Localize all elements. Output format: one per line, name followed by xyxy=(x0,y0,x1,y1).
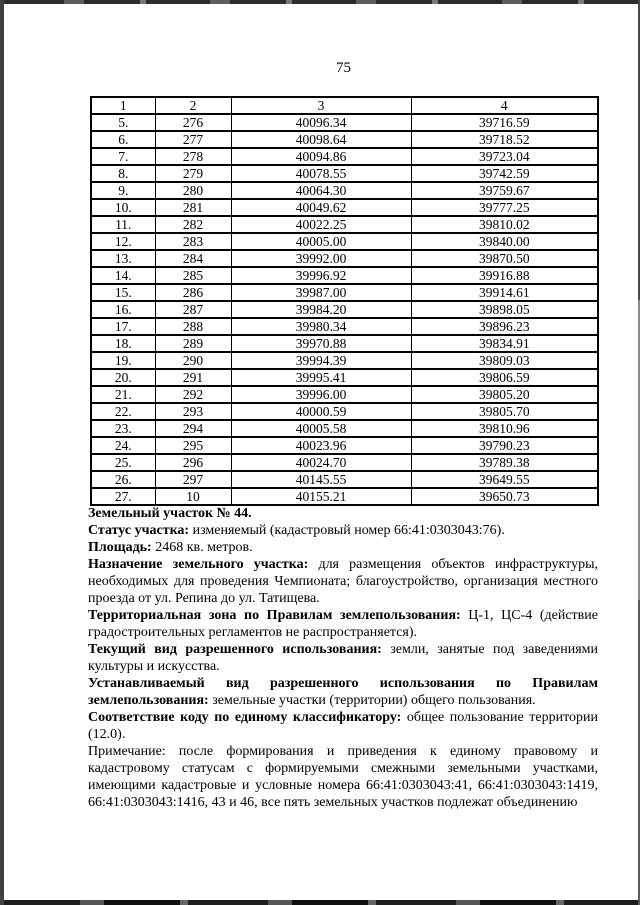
table-cell: 39834.91 xyxy=(411,335,598,352)
paragraph xyxy=(88,539,598,556)
table-cell: 19. xyxy=(91,352,155,369)
table-row xyxy=(91,454,598,471)
table-cell: 39777.25 xyxy=(411,199,598,216)
table-cell: 295 xyxy=(155,437,231,454)
table-cell: 39805.20 xyxy=(411,386,598,403)
table-cell: 39914.61 xyxy=(411,284,598,301)
table-cell: 39987.00 xyxy=(231,284,411,301)
table-cell: 40094.86 xyxy=(231,148,411,165)
table-cell: 287 xyxy=(155,301,231,318)
table-cell: 39723.04 xyxy=(411,148,598,165)
table-cell: 12. xyxy=(91,233,155,250)
table-cell: 13. xyxy=(91,250,155,267)
table-cell: 20. xyxy=(91,369,155,386)
table-header-cell: 3 xyxy=(231,97,411,114)
table-cell: 294 xyxy=(155,420,231,437)
table-cell: 10. xyxy=(91,199,155,216)
table-header-cell: 4 xyxy=(411,97,598,114)
table-cell: 39806.59 xyxy=(411,369,598,386)
table-cell: 292 xyxy=(155,386,231,403)
table-cell: 40098.64 xyxy=(231,131,411,148)
table-cell: 277 xyxy=(155,131,231,148)
table-cell: 39984.20 xyxy=(231,301,411,318)
paragraph-label: Соответствие коду по единому классификатору: xyxy=(88,710,402,725)
paragraph-text: для размещения объектов инфраструктуры, необходимых для проведения Чемпионата; благоустройство, организация местного проезда от ул. Репина до ул. Татищева. xyxy=(88,557,598,606)
table-cell: 40005.00 xyxy=(231,233,411,250)
table-row xyxy=(91,148,598,165)
table-cell: 40145.55 xyxy=(231,471,411,488)
table-cell: 285 xyxy=(155,267,231,284)
table-cell: 26. xyxy=(91,471,155,488)
table-header-cell: 1 xyxy=(91,97,155,114)
table-row xyxy=(91,131,598,148)
paragraph-text: земельные участки (территории) общего пользования. xyxy=(208,693,536,708)
table-cell: 39840.00 xyxy=(411,233,598,250)
table-cell: 278 xyxy=(155,148,231,165)
paragraph-text: Примечание: после формирования и приведения к единому правовому и кадастровому статусам с формируемыми смежными земельными участками, имеющими кадастровые и условные номера 66:41:0303043:41, 66:41:0303043:1419, 66:41:0303043:1416, 43 и 46, все пять земельных участков подлежат объединению xyxy=(88,744,598,810)
table-cell: 39789.38 xyxy=(411,454,598,471)
table-cell: 18. xyxy=(91,335,155,352)
table-cell: 8. xyxy=(91,165,155,182)
table-cell: 39809.03 xyxy=(411,352,598,369)
paragraph xyxy=(88,556,598,607)
paragraph xyxy=(88,522,598,539)
table-cell: 279 xyxy=(155,165,231,182)
table-cell: 25. xyxy=(91,454,155,471)
table-row xyxy=(91,352,598,369)
table-cell: 39970.88 xyxy=(231,335,411,352)
table-cell: 296 xyxy=(155,454,231,471)
table-cell: 5. xyxy=(91,114,155,131)
table-cell: 15. xyxy=(91,284,155,301)
table-cell: 39916.88 xyxy=(411,267,598,284)
table-cell: 11. xyxy=(91,216,155,233)
table-cell: 16. xyxy=(91,301,155,318)
table-cell: 282 xyxy=(155,216,231,233)
table-cell: 39718.52 xyxy=(411,131,598,148)
table-cell: 40024.70 xyxy=(231,454,411,471)
table-cell: 40078.55 xyxy=(231,165,411,182)
table-cell: 39650.73 xyxy=(411,488,598,505)
table-cell: 297 xyxy=(155,471,231,488)
table-cell: 10 xyxy=(155,488,231,505)
paragraph-text: земли, занятые под заведениями культуры и искусства. xyxy=(88,642,599,674)
table-row xyxy=(91,233,598,250)
table-row xyxy=(91,420,598,437)
paragraph-label: Назначение земельного участка: xyxy=(88,557,309,572)
table-cell: 280 xyxy=(155,182,231,199)
table-cell: 39790.23 xyxy=(411,437,598,454)
table-row xyxy=(91,199,598,216)
table-row xyxy=(91,471,598,488)
page-border-bottom xyxy=(0,900,640,905)
paragraph-label: Территориальная зона по Правилам землепользования: xyxy=(88,608,461,623)
table-cell: 39649.55 xyxy=(411,471,598,488)
coordinates-table-body xyxy=(91,114,598,505)
table-cell: 276 xyxy=(155,114,231,131)
table-cell: 39996.92 xyxy=(231,267,411,284)
paragraph xyxy=(88,709,598,743)
table-row xyxy=(91,250,598,267)
table-row xyxy=(91,437,598,454)
table-cell: 281 xyxy=(155,199,231,216)
table-cell: 17. xyxy=(91,318,155,335)
table-cell: 39716.59 xyxy=(411,114,598,131)
paragraph-text: изменяемый (кадастровый номер 66:41:0303043:76). xyxy=(189,523,505,538)
table-row xyxy=(91,301,598,318)
paragraph-label: Площадь: xyxy=(88,540,152,555)
table-cell: 23. xyxy=(91,420,155,437)
text-block xyxy=(88,505,598,811)
table-cell: 39898.05 xyxy=(411,301,598,318)
table-row xyxy=(91,216,598,233)
table-cell: 9. xyxy=(91,182,155,199)
table-row xyxy=(91,267,598,284)
table-header-row xyxy=(91,97,598,114)
table-cell: 290 xyxy=(155,352,231,369)
table-cell: 286 xyxy=(155,284,231,301)
table-cell: 39994.39 xyxy=(231,352,411,369)
table-row xyxy=(91,165,598,182)
table-cell: 283 xyxy=(155,233,231,250)
table-cell: 40049.62 xyxy=(231,199,411,216)
table-header-cell: 2 xyxy=(155,97,231,114)
table-row xyxy=(91,488,598,505)
table-row xyxy=(91,403,598,420)
coordinates-table-head xyxy=(91,97,598,114)
paragraph-label: Статус участка: xyxy=(88,523,190,538)
table-cell: 7. xyxy=(91,148,155,165)
table-cell: 24. xyxy=(91,437,155,454)
table-row xyxy=(91,335,598,352)
table-cell: 40096.34 xyxy=(231,114,411,131)
table-row xyxy=(91,369,598,386)
table-cell: 21. xyxy=(91,386,155,403)
page-number: 75 xyxy=(336,60,351,76)
table-cell: 27. xyxy=(91,488,155,505)
table-cell: 293 xyxy=(155,403,231,420)
page-border-left xyxy=(0,0,4,905)
table-cell: 39980.34 xyxy=(231,318,411,335)
table-row xyxy=(91,114,598,131)
paragraph xyxy=(88,675,598,709)
table-cell: 289 xyxy=(155,335,231,352)
table-cell: 40155.21 xyxy=(231,488,411,505)
table-cell: 39810.02 xyxy=(411,216,598,233)
table-cell: 39995.41 xyxy=(231,369,411,386)
table-cell: 39810.96 xyxy=(411,420,598,437)
paragraph xyxy=(88,743,598,811)
table-cell: 39759.67 xyxy=(411,182,598,199)
table-cell: 40023.96 xyxy=(231,437,411,454)
table-row xyxy=(91,284,598,301)
table-cell: 39742.59 xyxy=(411,165,598,182)
table-cell: 40022.25 xyxy=(231,216,411,233)
paragraph xyxy=(88,641,598,675)
table-cell: 40005.58 xyxy=(231,420,411,437)
table-cell: 39870.50 xyxy=(411,250,598,267)
table-row xyxy=(91,182,598,199)
table-cell: 22. xyxy=(91,403,155,420)
table-cell: 288 xyxy=(155,318,231,335)
table-cell: 39992.00 xyxy=(231,250,411,267)
paragraph xyxy=(88,607,598,641)
table-cell: 14. xyxy=(91,267,155,284)
table-row xyxy=(91,318,598,335)
table-cell: 6. xyxy=(91,131,155,148)
paragraph-text: 2468 кв. метров. xyxy=(151,540,253,555)
table-cell: 39896.23 xyxy=(411,318,598,335)
paragraph-label: Текущий вид разрешенного использования: xyxy=(88,642,382,657)
table-cell: 291 xyxy=(155,369,231,386)
paragraph-label: Земельный участок № 44. xyxy=(88,506,252,521)
table-cell: 39996.00 xyxy=(231,386,411,403)
paragraph-text: Ц-1, ЦС-4 (действие градостроительных регламентов не распространяется). xyxy=(88,608,598,640)
table-row xyxy=(91,386,598,403)
page-border-top xyxy=(0,0,640,4)
table-cell: 40064.30 xyxy=(231,182,411,199)
table-cell: 40000.59 xyxy=(231,403,411,420)
paragraph xyxy=(88,505,598,522)
table-cell: 39805.70 xyxy=(411,403,598,420)
table-cell: 284 xyxy=(155,250,231,267)
coordinates-table xyxy=(90,96,599,506)
paragraph-text: общее пользование территории (12.0). xyxy=(88,710,598,742)
paragraph-label: Устанавливаемый вид разрешенного использования по Правилам землепользования: xyxy=(88,676,598,708)
